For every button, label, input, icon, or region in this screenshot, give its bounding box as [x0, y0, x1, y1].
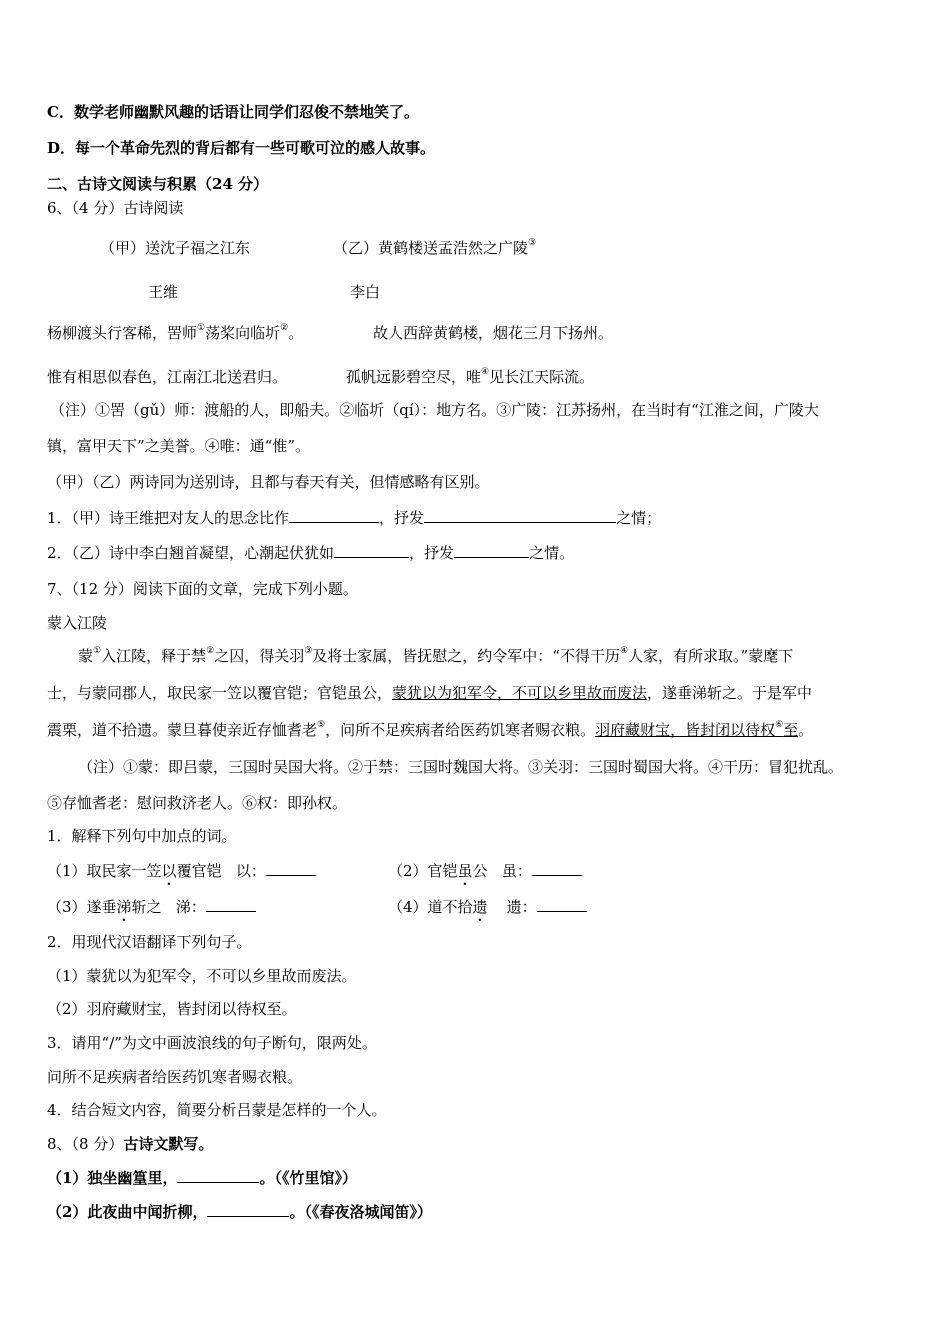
q7-task1-item3: （3）遂垂涕斩之 涕： — [47, 897, 256, 925]
answer-blank[interactable] — [424, 508, 616, 523]
answer-blank[interactable] — [454, 543, 529, 558]
q6-intro: （甲）（乙）两诗同为送别诗，且都与春天有关，但情感略有区别。 — [47, 473, 490, 491]
q7-task3: 3．请用“/”为文中画波浪线的句子断句，限两处。 — [47, 1034, 377, 1052]
answer-blank[interactable] — [334, 543, 409, 558]
passage-line2: 士，与蒙同郡人，取民家一笠以覆官铠；官铠虽公，蒙犹以为犯军令，不可以乡里故而废法，遂垂涕斩之。于是军中 — [47, 684, 813, 702]
underlined-sentence: 羽府藏财宝，皆封闭以待权⑥至 — [595, 720, 799, 739]
answer-blank[interactable] — [537, 897, 587, 912]
q6-note-line2: 镇，富甲天下”之美誉。④唯：通“惟”。 — [47, 437, 311, 455]
section-heading: 二、古诗文阅读与积累（24 分） — [47, 175, 269, 193]
q7-task3-sentence: 问所不足疾病者给医药饥寒者赐衣粮。 — [47, 1068, 303, 1086]
option-c: C．数学老师幽默风趣的话语让同学们忍俊不禁地笑了。 — [47, 103, 419, 121]
answer-blank[interactable] — [532, 861, 582, 876]
passage-line1: 蒙①入江陵，释于禁②之囚，得关羽③及将士家属，皆抚慰之，约令军中：“不得干历④人家，有所求取。”蒙麾下 — [78, 646, 794, 665]
q7-task1: 1．解释下列句中加点的词。 — [47, 827, 237, 845]
poem-b-line2: 孤帆远影碧空尽，唯④见长江天际流。 — [346, 367, 595, 386]
underlined-sentence: 蒙犹以为犯军令，不可以乡里故而废法 — [392, 684, 648, 702]
q7-heading: 7、（12 分）阅读下面的文章，完成下列小题。 — [47, 580, 358, 598]
passage-note1: （注）①蒙：即吕蒙，三国时吴国大将。②于禁：三国时魏国大将。③关羽：三国时蜀国大将。④干历：冒犯扰乱。 — [78, 758, 844, 776]
answer-blank[interactable] — [266, 861, 316, 876]
answer-blank[interactable] — [207, 1202, 289, 1217]
q6-note-line1: （注）①罟（gǔ）师：渡船的人，即船夫。②临圻（qí）：地方名。③广陵：江苏扬州，在当时有“江淮之间，广陵大 — [50, 401, 819, 419]
passage-title: 蒙入江陵 — [47, 614, 108, 632]
option-d: D．每一个革命先烈的背后都有一些可歌可泣的感人故事。 — [47, 139, 436, 157]
q8-line1: （1）独坐幽篁里， 。（《竹里馆》） — [47, 1169, 357, 1187]
q7-task1-item4: （4）道不拾遗 遗： — [388, 897, 587, 925]
passage-line3: 震栗，道不拾遗。蒙旦暮使亲近存恤耆老⑤，问所不足疾病者给医药饥寒者赐衣粮。羽府藏财宝，皆封闭以待权⑥至。 — [47, 720, 814, 739]
passage-note2: ⑤存恤耆老：慰问救济老人。⑥权：即孙权。 — [47, 794, 348, 812]
poem-b-line1: 故人西辞黄鹤楼，烟花三月下扬州。 — [373, 324, 614, 342]
q7-task4: 4．结合短文内容，简要分析吕蒙是怎样的一个人。 — [47, 1101, 387, 1119]
q7-task2-item2: （2）羽府藏财宝，皆封闭以待权至。 — [47, 1000, 297, 1018]
poem-b-title: （乙）黄鹤楼送孟浩然之广陵③ — [333, 238, 537, 257]
q7-task2: 2．用现代汉语翻译下列句子。 — [47, 933, 252, 951]
poem-b-author: 李白 — [350, 283, 381, 301]
poem-a-title: （甲）送沈子福之江东 — [100, 239, 251, 257]
poem-a-author: 王维 — [148, 283, 179, 301]
poem-a-line1: 杨柳渡头行客稀，罟师①荡桨向临圻②。 — [47, 323, 304, 342]
q8-heading: 8、（8 分）古诗文默写。 — [47, 1135, 214, 1153]
q6-heading: 6、（4 分）古诗阅读 — [47, 199, 184, 217]
q6-sub2: 2．（乙）诗中李白翘首凝望，心潮起伏犹如 ，抒发 之情。 — [47, 544, 575, 562]
q7-task1-item1: （1）取民家一笠以覆官铠 以： — [47, 861, 316, 889]
q7-task2-item1: （1）蒙犹以为犯军令，不可以乡里故而废法。 — [47, 967, 357, 985]
poem-a-line2: 惟有相思似春色，江南江北送君归。 — [47, 368, 288, 386]
answer-blank[interactable] — [289, 508, 379, 523]
q7-task1-item2: （2）官铠虽公 虽： — [388, 861, 582, 889]
q8-line2: （2）此夜曲中闻折柳， 。（《春夜洛城闻笛》） — [47, 1203, 432, 1221]
q6-sub1: 1．（甲）诗王维把对友人的思念比作 ，抒发 之情； — [47, 509, 662, 527]
answer-blank[interactable] — [206, 897, 256, 912]
answer-blank[interactable] — [177, 1168, 259, 1183]
